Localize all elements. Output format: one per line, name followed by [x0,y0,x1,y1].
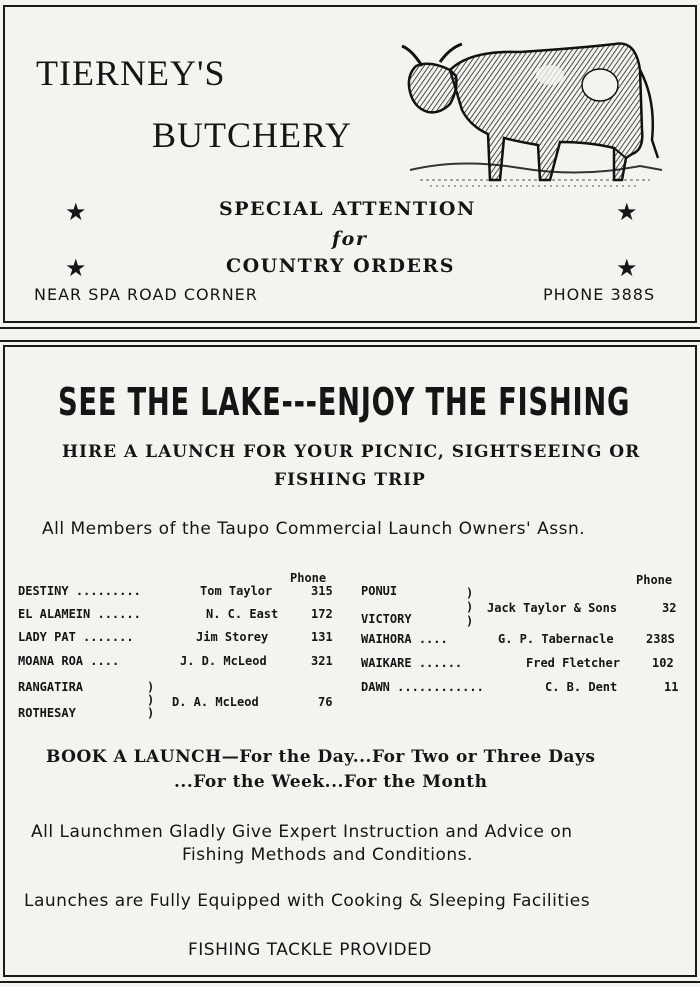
launch-owner: D. A. McLeod [172,695,259,709]
divider-rule [0,340,700,342]
star-icon: ★ [65,254,87,282]
launch-owner: N. C. East [206,607,279,621]
launch-phone: 172 [311,607,333,621]
launch-phone: 102 [652,656,674,670]
launch-row: LADY PAT ....... [18,630,134,644]
special-attention-text: SPECIAL ATTENTION [219,198,476,220]
launch-owner: Jim Storey [196,630,269,644]
launch-name: ROTHESAY [18,706,76,720]
launch-owner: Fred Fletcher [526,656,620,670]
divider-rule [0,981,700,983]
bull-illustration-icon [400,30,672,195]
tackle-text: FISHING TACKLE PROVIDED [188,940,432,960]
launch-row: DAWN ............ [361,680,484,694]
subhead-line2: FISHING TRIP [274,470,426,490]
star-icon: ★ [616,254,638,282]
launch-row: MOANA ROA .... [18,654,120,668]
butchery-name-line1: TIERNEY'S [36,53,226,93]
star-icon: ★ [65,198,87,226]
butchery-name-line2: BUTCHERY [152,115,353,155]
launch-phone: 11 [664,680,679,694]
bracket: ) [466,586,474,600]
bracket: ) [466,614,474,628]
bracket: ) [147,693,155,707]
launch-row: WAIHORA .... [361,632,448,646]
launch-name: VICTORY [361,612,412,626]
book-line2: ...For the Week...For the Month [174,772,488,792]
phone-header: Phone [636,573,673,587]
phone-text: PHONE 388S [543,285,656,304]
bracket: ) [466,600,474,614]
headline: SEE THE LAKE---ENJOY THE FISHING [58,380,631,424]
launch-owner: G. P. Tabernacle [498,632,614,646]
launch-row: DESTINY ......... [18,584,141,598]
launch-phone: 315 [311,584,333,598]
equipped-text: Launches are Fully Equipped with Cooking & Sleeping Facilities [24,891,591,911]
launch-owner: C. B. Dent [545,680,618,694]
launch-phone: 32 [662,601,677,615]
members-text: All Members of the Taupo Commercial Launch Owners' Assn. [42,519,586,539]
country-orders-text: COUNTRY ORDERS [226,255,455,277]
bracket: ) [147,706,155,720]
launch-phone: 321 [311,654,333,668]
book-line1: BOOK A LAUNCH—For the Day...For Two or Three Days [46,747,596,767]
instruction-line1: All Launchmen Gladly Give Expert Instruction and Advice on [31,822,573,842]
launch-owner: Jack Taylor & Sons [487,601,618,615]
address-text: NEAR SPA ROAD CORNER [34,285,258,304]
subhead-line1: HIRE A LAUNCH FOR YOUR PICNIC, SIGHTSEEING OR [62,442,641,462]
launch-phone: 76 [318,695,333,709]
phone-header: Phone [290,571,327,585]
star-icon: ★ [616,198,638,226]
launch-row: WAIKARE ...... [361,656,463,670]
launch-owner: Tom Taylor [200,584,273,598]
launch-row: EL ALAMEIN ...... [18,607,141,621]
launch-name: PONUI [361,584,398,598]
launch-phone: 131 [311,630,333,644]
launch-owner: J. D. McLeod [180,654,267,668]
bracket: ) [147,680,155,694]
divider-rule [0,327,700,329]
launch-phone: 238S [646,632,675,646]
instruction-line2: Fishing Methods and Conditions. [182,845,473,865]
for-text: for [332,228,368,250]
launch-name: RANGATIRA [18,680,84,694]
